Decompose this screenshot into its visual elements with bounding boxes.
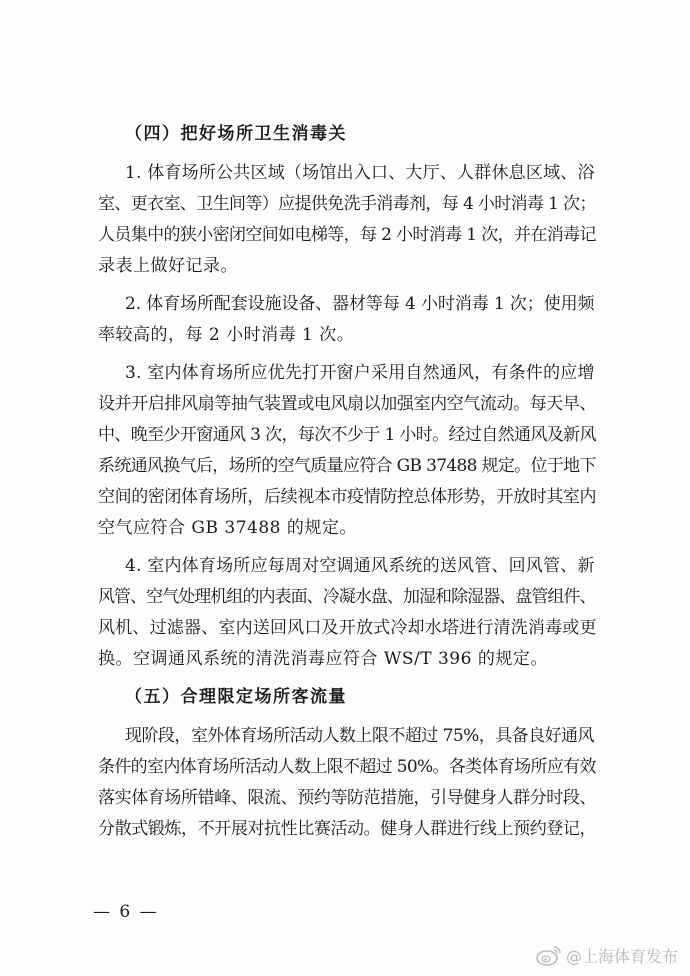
body-text-line: 中、晚至少开窗通风 3 次，每次不少于 1 小时。经过自然通风及新风 bbox=[98, 425, 596, 445]
body-text-line: 3. 室内体育场所应优先打开窗户采用自然通风，有条件的应增 bbox=[125, 363, 595, 383]
body-text-line: 系统通风换气后，场所的空气质量应符合 GB 37488 规定。位于地下 bbox=[98, 456, 596, 476]
body-text-line: 1. 体育场所公共区域（场馆出入口、大厅、人群休息区域、浴 bbox=[125, 163, 595, 183]
body-text-line: 2. 体育场所配套设施设备、器材等每 4 小时消毒 1 次；使用频 bbox=[125, 294, 595, 314]
body-text-line: 分散式锻炼，不开展对抗性比赛活动。健身人群进行线上预约登记， bbox=[98, 819, 597, 839]
watermark-text: @上海体育发布 bbox=[565, 946, 678, 966]
section-heading: （四）把好场所卫生消毒关 bbox=[125, 124, 347, 144]
body-text-line: 室、更衣室、卫生间等）应提供免洗手消毒剂，每 4 小时消毒 1 次； bbox=[98, 194, 596, 214]
body-text-line: 率较高的，每 2 小时消毒 1 次。 bbox=[98, 325, 355, 345]
body-text-line: 人员集中的狭小密闭空间如电梯等，每 2 小时消毒 1 次，并在消毒记 bbox=[98, 225, 596, 245]
body-text-line: 落实体育场所错峰、限流、预约等防范措施，引导健身人群分时段、 bbox=[98, 788, 597, 808]
body-text-line: 条件的室内体育场所活动人数上限不超过 50%。各类体育场所应有效 bbox=[98, 757, 596, 777]
section-heading: （五）合理限定场所客流量 bbox=[125, 687, 347, 707]
page-number: — 6 — bbox=[93, 902, 159, 922]
body-text-line: 空气应符合 GB 37488 的规定。 bbox=[98, 518, 357, 538]
weibo-logo-icon bbox=[536, 944, 562, 966]
body-text-line: 空间的密闭体育场所，后续视本市疫情防控总体形势，开放时其室内 bbox=[98, 487, 597, 507]
body-text-line: 换。空调通风系统的清洗消毒应符合 WS/T 396 的规定。 bbox=[98, 649, 548, 669]
body-text-line: 录表上做好记录。 bbox=[98, 256, 238, 276]
body-text-line: 现阶段，室外体育场所活动人数上限不超过 75%，具备良好通风 bbox=[125, 726, 594, 746]
body-text-line: 风管、空气处理机组的内表面、冷凝水盘、加湿和除湿器、盘管组件、 bbox=[98, 587, 596, 607]
watermark bbox=[536, 943, 678, 967]
body-text-line: 风机、过滤器、室内送回风口及开放式冷却水塔进行清洗消毒或更 bbox=[98, 618, 597, 638]
body-text-line: 设并开启排风扇等抽气装置或电风扇以加强室内空气流动。每天早、 bbox=[98, 394, 597, 414]
body-text-line: 4. 室内体育场所应每周对空调通风系统的送风管、回风管、新 bbox=[125, 556, 595, 576]
